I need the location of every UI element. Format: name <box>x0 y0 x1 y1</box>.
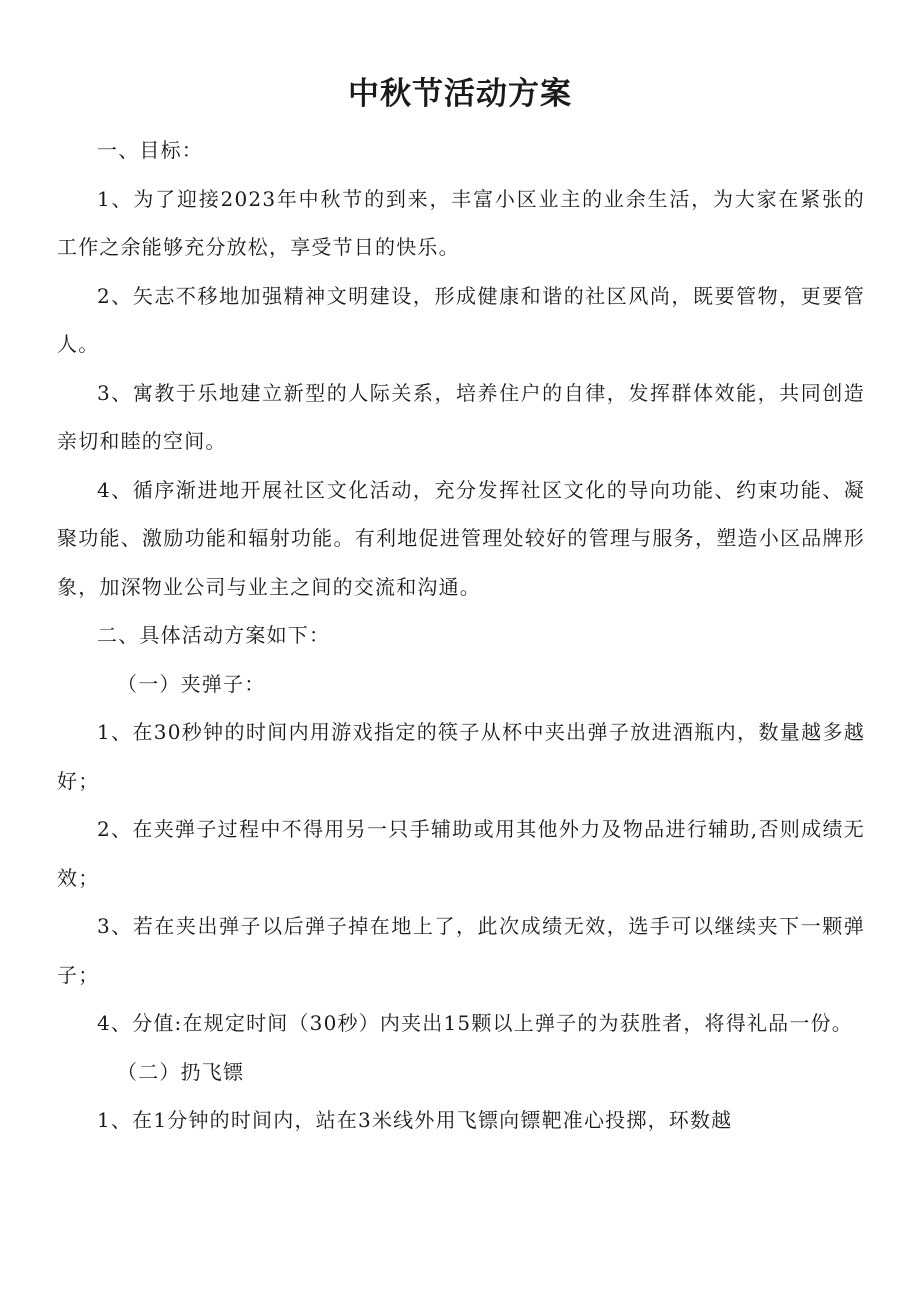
section-heading-goals: 一、目标： <box>97 138 203 162</box>
marbles-rule-4: 4、分值:在规定时间（30秒）内夹出15颗以上弹子的为获胜者，将得礼品一份。 <box>97 1011 853 1035</box>
marbles-rule-3: 3、若在夹出弹子以后弹子掉在地上了，此次成绩无效，选手可以继续夹下一颗弹子； <box>57 914 865 987</box>
goal-item-3: 3、寓教于乐地建立新型的人际关系，培养住户的自律，发挥群体效能，共同创造亲切和睦的空间。 <box>57 380 865 453</box>
goal-item-2: 2、矢志不移地加强精神文明建设，形成健康和谐的社区风尚，既要管物，更要管人。 <box>57 283 865 356</box>
section-heading-plan: 二、具体活动方案如下： <box>97 623 331 647</box>
marbles-rule-1: 1、在30秒钟的时间内用游戏指定的筷子从杯中夹出弹子放进酒瓶内，数量越多越好； <box>57 720 865 793</box>
goal-item-1: 1、为了迎接2023年中秋节的到来，丰富小区业主的业余生活，为大家在紧张的工作之余能够充分放松，享受节日的快乐。 <box>57 186 865 259</box>
goal-item-4: 4、循序渐进地开展社区文化活动，充分发挥社区文化的导向功能、约束功能、凝聚功能、激励功能和辐射功能。有利地促进管理处较好的管理与服务，塑造小区品牌形象，加深物业公司与业主之间的交流和沟通。 <box>57 477 865 599</box>
darts-rule-1: 1、在1分钟的时间内，站在3米线外用飞镖向镖靶准心投掷，环数越 <box>97 1108 733 1132</box>
document-body <box>57 126 865 1145</box>
marbles-rule-2: 2、在夹弹子过程中不得用另一只手辅助或用其他外力及物品进行辅助,否则成绩无效； <box>57 817 865 890</box>
subsection-heading-darts: （二）扔飞镖 <box>117 1059 245 1084</box>
subsection-heading-marbles: （一）夹弹子： <box>117 671 266 696</box>
document-title: 中秋节活动方案 <box>348 76 572 112</box>
